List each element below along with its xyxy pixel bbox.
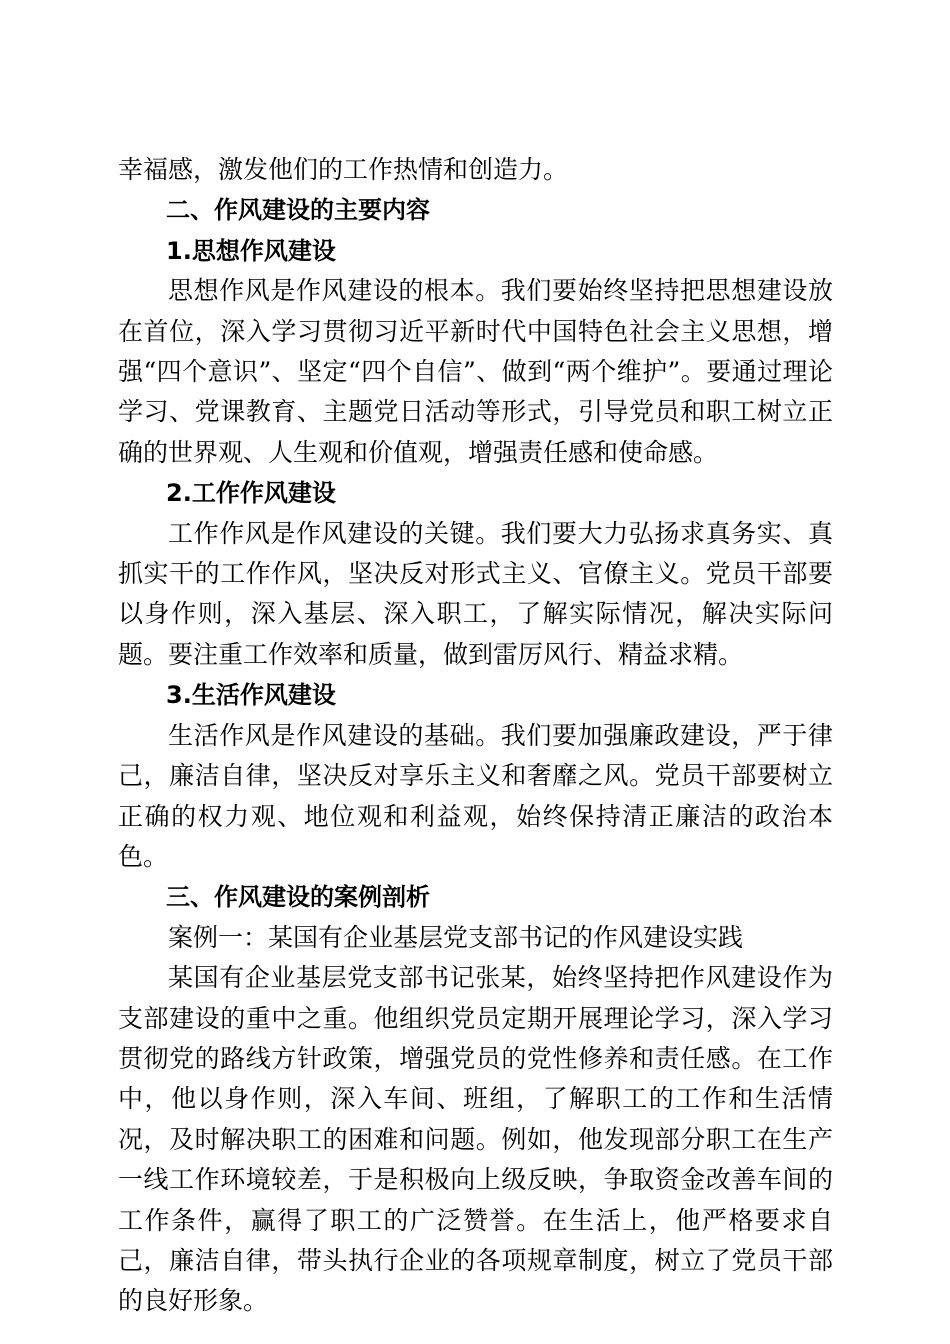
case-one-title: 案例一：某国有企业基层党支部书记的作风建设实践 [168,922,744,952]
section-heading-case-analysis: 三、作风建设的案例剖析 [166,883,430,912]
section-heading-main-content: 二、作风建设的主要内容 [166,196,430,225]
continuation-paragraph: 幸福感，激发他们的工作热情和创造力。 [118,155,569,184]
paragraph-life-style: 生活作风是作风建设的基础。我们要加强廉政建设，严于律己，廉洁自律，坚决反对享乐主义和奢靡之风。党员干部要树立正确的权力观、地位观和利益观，始终保持清正廉洁的政治本色。 [118,720,833,871]
paragraph-work-style: 工作作风是作风建设的关键。我们要大力弘扬求真务实、真抓实干的工作作风，坚决反对形式主义、官僚主义。党员干部要以身作则，深入基层、深入职工，了解实际情况，解决实际问题。要注重工作效率和质量，做到雷厉风行、精益求精。 [118,518,833,669]
subheading-thought-style: 1.思想作风建设 [166,236,336,265]
subheading-work-style: 2.工作作风建设 [166,479,336,508]
paragraph-case-one: 某国有企业基层党支部书记张某，始终坚持把作风建设作为支部建设的重中之重。他组织党员定期开展理论学习，深入学习贯彻党的路线方针政策，增强党员的党性修养和责任感。在工作中，他以身作则，深入车间、班组，了解职工的工作和生活情况，及时解决职工的困难和问题。例如，他发现部分职工在生产一线工作环境较差，于是积极向上级反映，争取资金改善车间的工作条件，赢得了职工的广泛赞誉。在生活上，他严格要求自己，廉洁自律，带头执行企业的各项规章制度，树立了党员干部的良好形象。 [118,963,833,1316]
document-body [118,150,833,1322]
subheading-life-style: 3.生活作风建设 [166,681,336,710]
paragraph-thought-style: 思想作风是作风建设的根本。我们要始终坚持把思想建设放在首位，深入学习贯彻习近平新时代中国特色社会主义思想，增强“四个意识”、坚定“四个自信”、做到“两个维护”。要通过理论学习、党课教育、主题党日活动等形式，引导党员和职工树立正确的世界观、人生观和价值观，增强责任感和使命感。 [118,276,833,467]
